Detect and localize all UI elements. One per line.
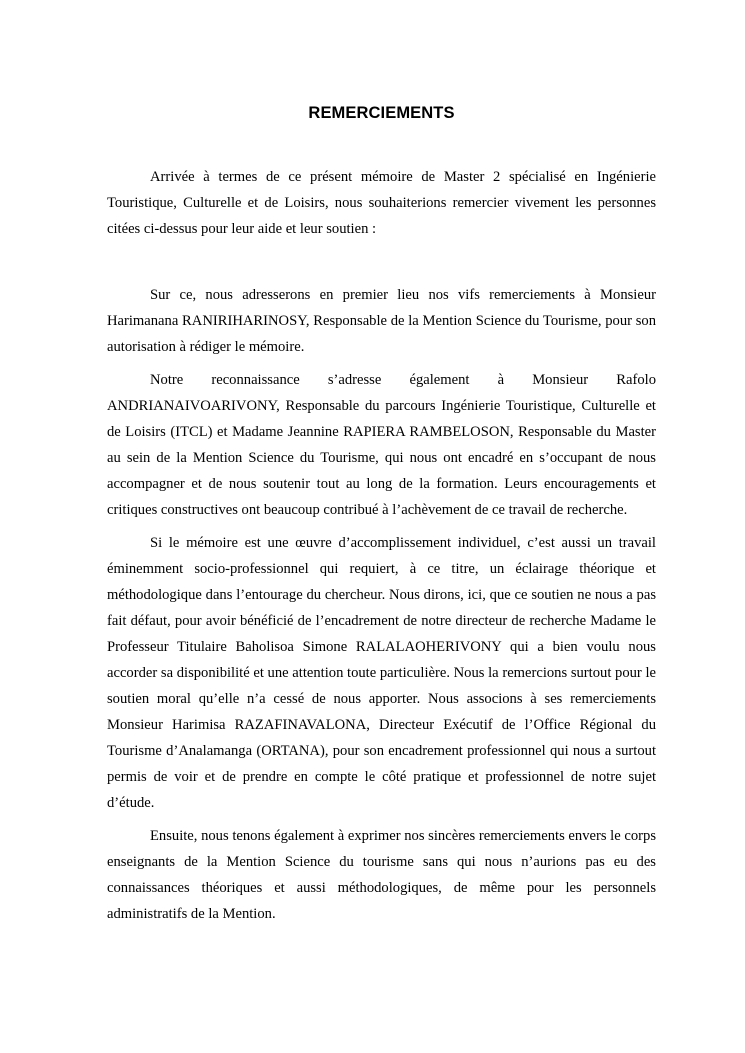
- paragraph-intro: Arrivée à termes de ce présent mémoire de Master 2 spécialisé en Ingénierie Touristique, Culturelle et de Loisirs, nous souhaiterions remercier vivement les personnes citées ci-dessus pour leur aide et leur soutien :: [107, 169, 656, 237]
- document-body: [107, 164, 656, 927]
- paragraph-supervisors: Notre reconnaissance s’adresse également à Monsieur Rafolo ANDRIANAIVOARIVONY, Responsable du parcours Ingénierie Touristique, Culturelle et de Loisirs (ITCL) et Madame Jeannine RAPIERA RAMBELOSON, Responsable du Master au sein de la Mention Science du Tourisme, qui nous ont encadré en s’occupant de nous accompagner et de nous soutenir tout au long de la formation. Leurs encouragements et critiques constructives ont beaucoup contribué à l’achèvement de ce travail de recherche.: [107, 372, 656, 518]
- paragraph-teachers: Ensuite, nous tenons également à exprimer nos sincères remerciements envers le corps enseignants de la Mention Science du tourisme sans qui nous n’aurions pas eu des connaissances théoriques et aussi méthodologiques, de même pour les personnels administratifs de la Mention.: [107, 828, 656, 922]
- paragraph-director: Si le mémoire est une œuvre d’accomplissement individuel, c’est aussi un travail éminemment socio-professionnel qui requiert, à ce titre, un éclairage théorique et méthodologique dans l’entourage du chercheur. Nous dirons, ici, que ce soutien ne nous a pas fait défaut, pour avoir bénéficié de l’encadrement de notre directeur de recherche Madame le Professeur Titulaire Baholisoa Simone RALALAOHERIVONY qui a bien voulu nous accorder sa disponibilité et une attention toute particulière. Nous la remercions surtout pour le soutien moral qu’elle n’a cessé de nous apporter. Nous associons à ses remerciements Monsieur Harimisa RAZAFINAVALONA, Directeur Exécutif de l’Office Régional du Tourisme d’Analamanga (ORTANA), pour son encadrement professionnel qui nous a surtout permis de voir et de prendre en compte le côté pratique et professionnel de notre sujet d’étude.: [107, 535, 656, 811]
- paragraph-mention-head: Sur ce, nous adresserons en premier lieu nos vifs remerciements à Monsieur Harimanana RANIRIHARINOSY, Responsable de la Mention Science du Tourisme, pour son autorisation à rédiger le mémoire.: [107, 287, 656, 355]
- page-title: REMERCIEMENTS: [308, 104, 455, 122]
